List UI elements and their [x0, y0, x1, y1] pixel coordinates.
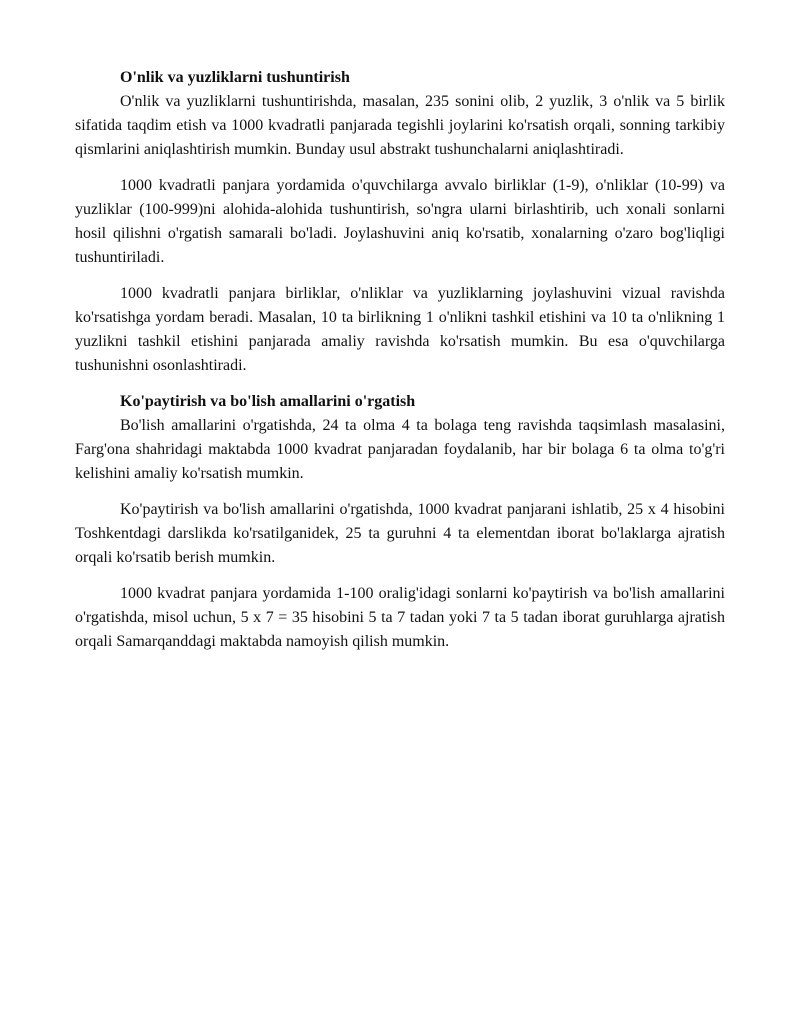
- section-heading: Ko'paytirish va bo'lish amallarini o'rgatish: [120, 393, 416, 410]
- paragraph: Ko'paytirish va bo'lish amallarini o'rgatishda, 1000 kvadrat panjarani ishlatib, 25 x 4 hisobini Toshkentdagi darslikda ko'rsatilganidek, 25 ta guruhni 4 ta elementdan iborat bo'laklarga ajratish orqali ko'rsatib berish mumkin.: [75, 501, 725, 566]
- paragraph: 1000 kvadrat panjara yordamida 1-100 oralig'idagi sonlarni ko'paytirish va bo'lish amallarini o'rgatishda, misol uchun, 5 x 7 = 35 hisobini 5 ta 7 tadan yoki 7 ta 5 tadan iborat guruhlarga ajratish orqali Samarqanddagi maktabda namoyish qilish mumkin.: [75, 585, 725, 650]
- paragraph: 1000 kvadratli panjara yordamida o'quvchilarga avvalo birliklar (1-9), o'nliklar (10-99) va yuzliklar (100-999)ni alohida-alohida tushuntirish, so'ngra ularni birlashtirib, uch xonali sonlarni hosil qilishni o'rgatish samarali bo'ladi. Joylashuvini aniq ko'rsatib, xonalarning o'zaro bog'liqligi tushuntiriladi.: [75, 177, 725, 266]
- section-heading: O'nlik va yuzliklarni tushuntirish: [120, 69, 350, 86]
- paragraph: 1000 kvadratli panjara birliklar, o'nliklar va yuzliklarning joylashuvini vizual ravishda ko'rsatishga yordam beradi. Masalan, 10 ta birlikning 1 o'nlikni tashkil etishini va 10 ta o'nlikning 1 yuzlikni tashkil etishini panjarada amaliy ravishda ko'rsatish mumkin. Bu esa o'quvchilarga tushunishni osonlashtiradi.: [75, 285, 725, 374]
- section-multiplication-division: [75, 390, 725, 654]
- section-place-value: [75, 66, 725, 378]
- document-page: [75, 66, 725, 666]
- paragraph: O'nlik va yuzliklarni tushuntirishda, masalan, 235 sonini olib, 2 yuzlik, 3 o'nlik va 5 birlik sifatida taqdim etish va 1000 kvadratli panjarada tegishli joylarini ko'rsatish orqali, sonning tarkibiy qismlarini aniqlashtirish mumkin. Bunday usul abstrakt tushunchalarni aniqlashtiradi.: [75, 93, 725, 158]
- paragraph: Bo'lish amallarini o'rgatishda, 24 ta olma 4 ta bolaga teng ravishda taqsimlash masalasini, Farg'ona shahridagi maktabda 1000 kvadrat panjaradan foydalanib, har bir bolaga 6 ta olma to'g'ri kelishini amaliy ko'rsatish mumkin.: [75, 417, 725, 482]
